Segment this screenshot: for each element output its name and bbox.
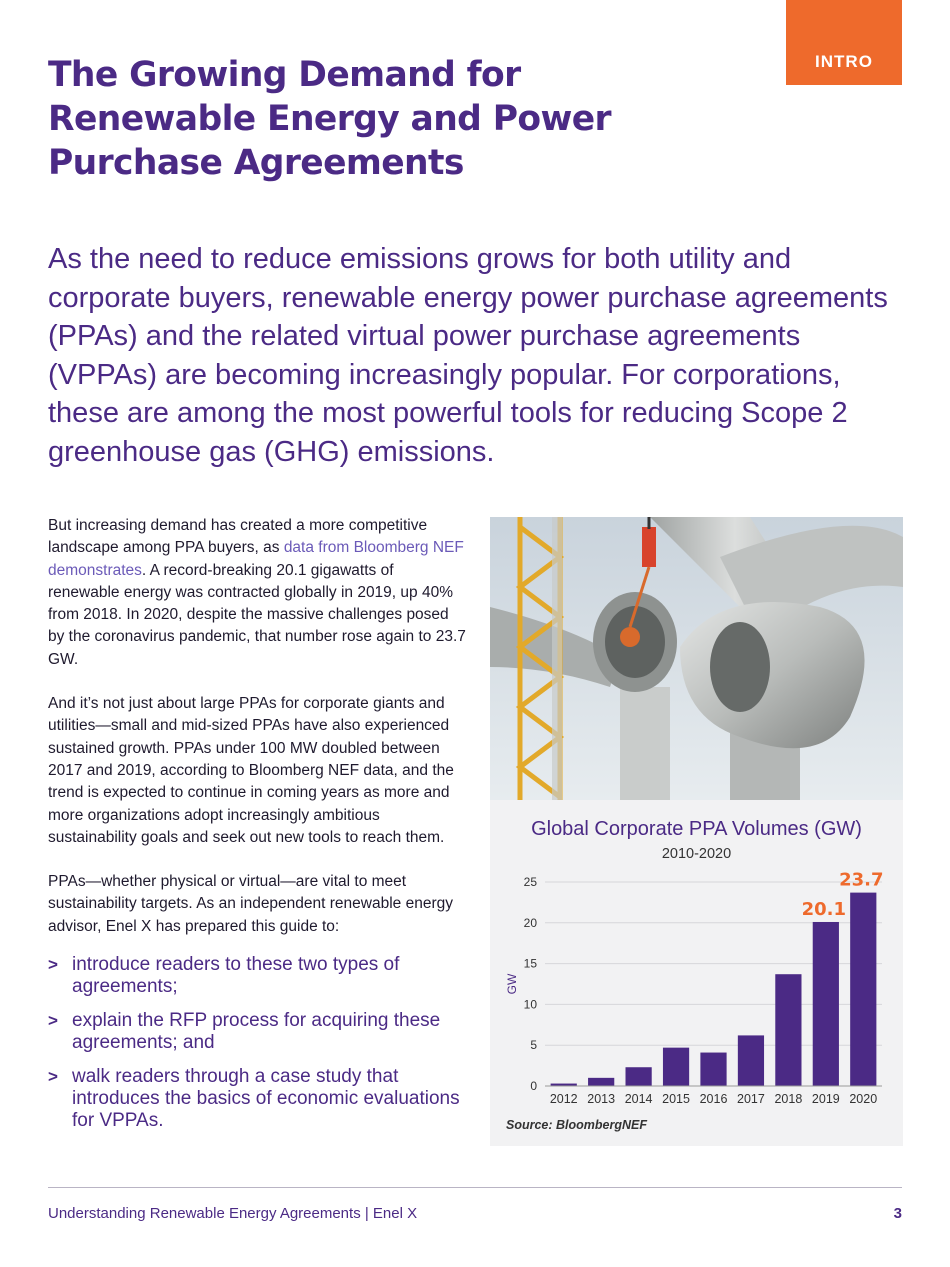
bar-2018 <box>775 974 801 1086</box>
wind-turbine-photo <box>490 517 903 800</box>
body-column <box>48 515 468 1144</box>
body-paragraph-3: PPAs—whether physical or virtual—are vital to meet sustainability targets. As an independent renewable energy advisor, Enel X has prepared this guide to: <box>48 873 453 935</box>
section-tag: INTRO <box>786 0 902 85</box>
y-tick-label: 10 <box>523 997 537 1012</box>
bar-2014 <box>626 1067 652 1086</box>
chart-source: Source: BloombergNEF <box>506 1118 647 1132</box>
list-item <box>48 1066 468 1132</box>
x-tick-label: 2014 <box>624 1092 653 1106</box>
y-axis-label: GW <box>505 973 519 995</box>
x-tick-label: 2016 <box>699 1092 728 1106</box>
x-tick-label: 2015 <box>662 1092 690 1106</box>
wind-turbine-illustration <box>490 517 903 800</box>
chart-title: Global Corporate PPA Volumes (GW) <box>531 818 862 840</box>
x-tick-label: 2019 <box>811 1092 840 1106</box>
bar-2013 <box>588 1078 614 1086</box>
bar-2019 <box>813 922 839 1086</box>
list-item <box>48 954 468 998</box>
bar-2020 <box>850 893 876 1086</box>
lede-paragraph: As the need to reduce emissions grows for both utility and corporate buyers, renewable energy power purchase agreements (PPAs) and the related virtual power purchase agreements (VPPAs) are becoming increasingly popular. For corporations, these are among the most powerful tools for reducing Scope 2 greenhouse gas (GHG) emissions. <box>48 243 888 468</box>
x-tick-label: 2017 <box>737 1092 765 1106</box>
body-paragraph-2: And it’s not just about large PPAs for corporate giants and utilities—small and mid-sized PPAs have also experienced sustained growth. PPAs under 100 MW doubled between 2017 and 2019, according to Bloomberg NEF data, and the trend is expected to continue in coming years as more and more organizations adopt increasingly ambitious sustainability goals and seek out new tools to reach them. <box>48 695 454 846</box>
x-tick-label: 2018 <box>774 1092 803 1106</box>
bullet-text: walk readers through a case study that introduces the basics of economic evaluations for VPPAs. <box>72 1066 460 1132</box>
page-number: 3 <box>893 1205 902 1222</box>
chart-plot <box>490 800 903 1146</box>
body-text: But increasing demand has created a more competitive landscape among PPA buyers, as <box>48 517 428 557</box>
bloomberg-link[interactable]: data from Bloomberg NEF demonstrates <box>48 539 464 579</box>
body-text: . A record-breaking 20.1 gigawatts of renewable energy was contracted globally in 2019, up 40% from 2018. In 2020, despite the massive challenges posed by the coronavirus pandemic, that number rose again to 23.7 GW. <box>48 561 466 668</box>
page-title: The Growing Demand for Renewable Energy and Power Purchase Agreements <box>48 55 611 183</box>
bullet-text: introduce readers to these two types of agreements; <box>72 954 400 998</box>
guide-bullet-list <box>48 954 468 1132</box>
y-tick-label: 20 <box>523 915 537 930</box>
y-tick-label: 15 <box>523 956 537 971</box>
data-label-2020: 23.7 <box>839 869 884 891</box>
chevron-right-icon: > <box>48 1067 58 1087</box>
chart-subtitle: 2010-2020 <box>661 846 732 862</box>
y-tick-label: 0 <box>530 1079 537 1093</box>
x-tick-label: 2012 <box>549 1092 578 1106</box>
chevron-right-icon: > <box>48 1011 58 1031</box>
x-tick-label: 2013 <box>587 1092 616 1106</box>
ppa-volume-chart <box>490 800 903 1146</box>
list-item <box>48 1010 468 1054</box>
bar-2015 <box>663 1048 689 1086</box>
x-tick-label: 2020 <box>849 1092 878 1106</box>
y-tick-label: 5 <box>530 1038 537 1053</box>
footer-divider <box>48 1187 902 1188</box>
chevron-right-icon: > <box>48 955 58 975</box>
footer-text: Understanding Renewable Energy Agreements | Enel X <box>48 1205 418 1222</box>
y-tick-label: 25 <box>523 875 537 889</box>
bar-2017 <box>738 1035 764 1086</box>
bullet-text: explain the RFP process for acquiring these agreements; and <box>72 1010 441 1054</box>
body-paragraph-1 <box>48 515 468 671</box>
bar-2016 <box>700 1053 726 1086</box>
data-label-2019: 20.1 <box>801 898 847 920</box>
